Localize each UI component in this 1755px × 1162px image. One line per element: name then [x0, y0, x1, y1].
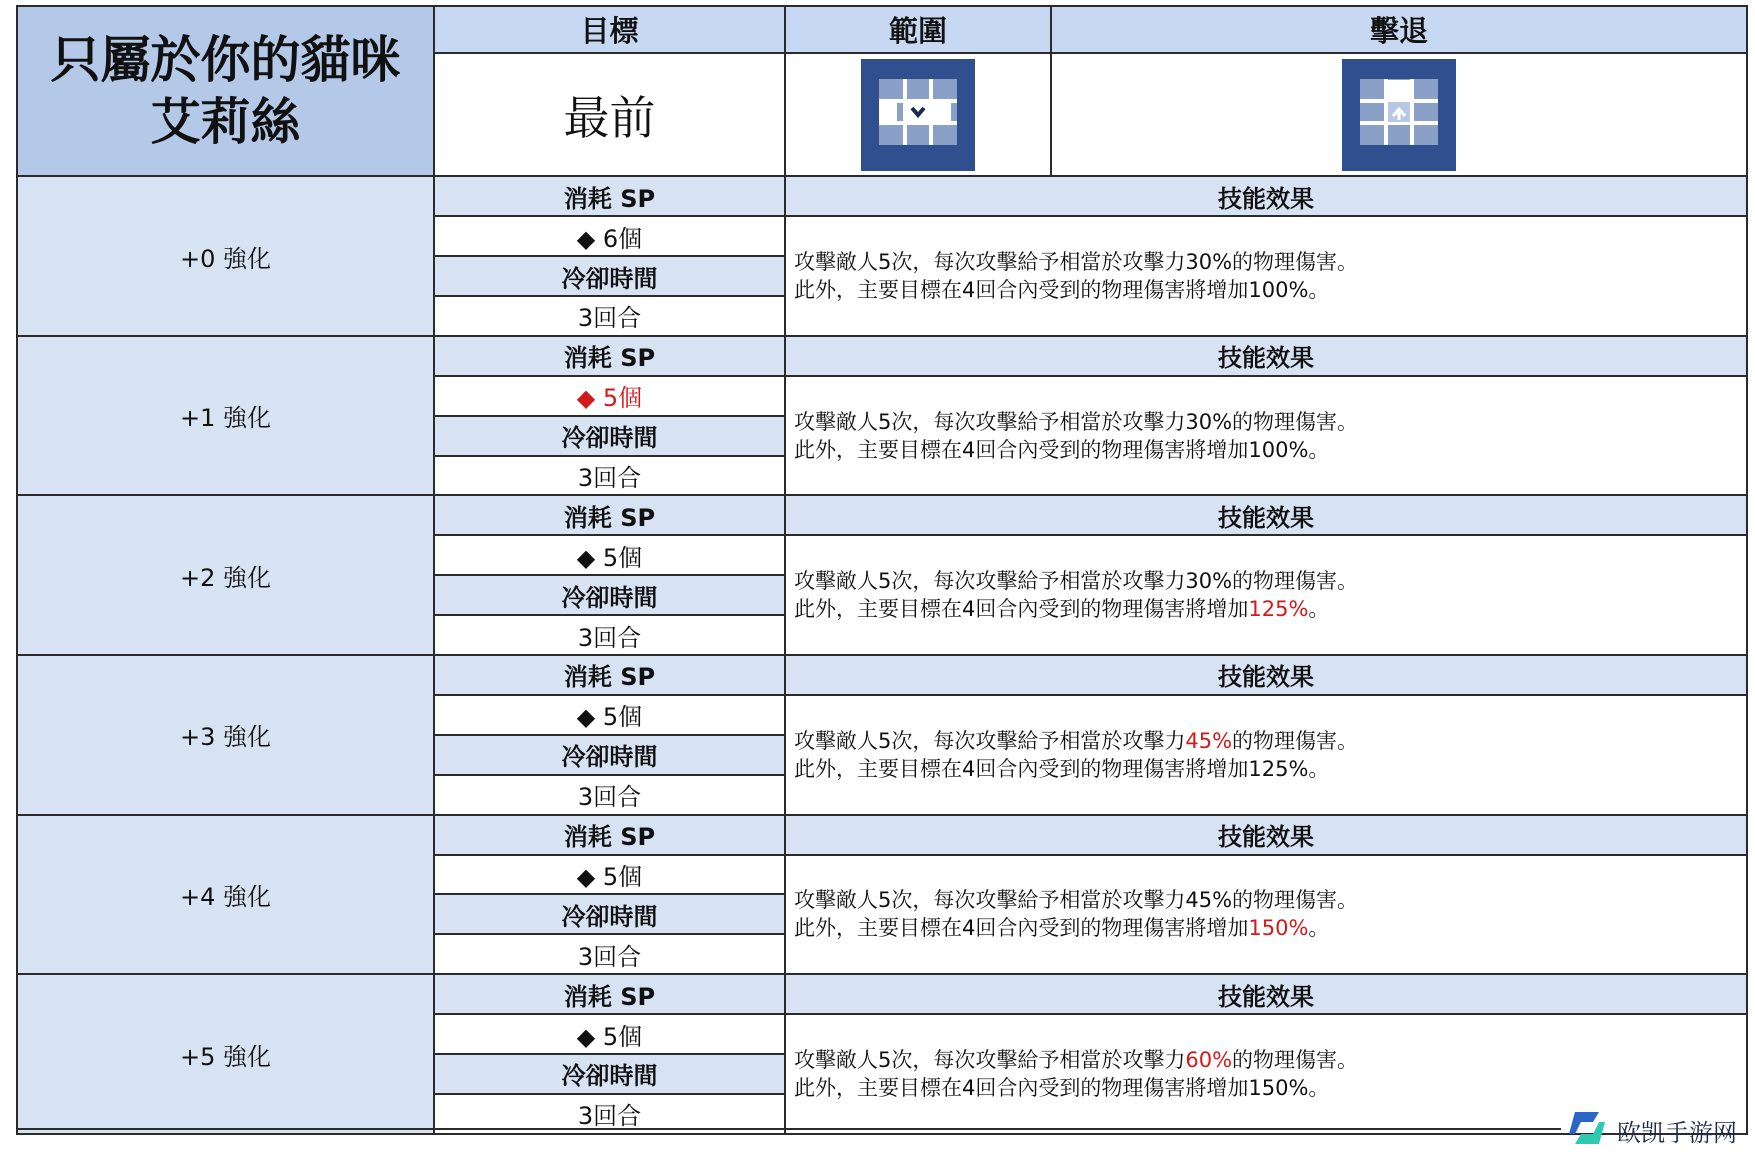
diamond-bullet-icon: ◆: [576, 1022, 596, 1051]
sp-cost-header: 消耗 SP: [434, 974, 785, 1014]
cooldown-value: 3回合: [434, 456, 785, 496]
effect-line-1-value: 45%: [1185, 728, 1233, 753]
cooldown-value: 3回合: [434, 296, 785, 336]
skill-effect-text: [785, 535, 1747, 655]
skill-effect-text: [785, 376, 1747, 496]
level-row: [17, 495, 1747, 535]
grid-arrow-up-icon: [1342, 59, 1456, 171]
level-label: +5 強化: [17, 974, 434, 1134]
knockback-cell: [1051, 53, 1747, 176]
effect-line-1: 攻擊敵人5次，每次攻擊給予相當於攻擊力45%的物理傷害。: [794, 888, 1359, 913]
cooldown-value: 3回合: [434, 934, 785, 974]
skill-effect-text: [785, 855, 1747, 975]
effect-line-2-value: 100%: [1248, 437, 1309, 462]
effect-line-1: 攻擊敵人5次，每次攻擊給予相當於攻擊力30%的物理傷害。: [794, 250, 1359, 275]
cooldown-value: 3回合: [434, 615, 785, 655]
diamond-bullet-icon: ◆: [576, 384, 596, 413]
range-cell: [785, 53, 1051, 176]
effect-line-2: 此外，主要目標在4回合內受到的物理傷害將增加150%。: [794, 916, 1330, 941]
sp-cost-text: 5個: [602, 703, 643, 732]
cooldown-header: 冷卻時間: [434, 256, 785, 296]
sp-cost-text: 5個: [602, 862, 643, 891]
col-target-header: 目標: [434, 6, 785, 53]
sp-cost-value: [434, 855, 785, 895]
level-row: [17, 655, 1747, 695]
effect-line-1: 攻擊敵人5次，每次攻擊給予相當於攻擊力60%的物理傷害。: [794, 1048, 1359, 1073]
skill-effect-header: 技能效果: [785, 336, 1747, 376]
effect-line-1: 攻擊敵人5次，每次攻擊給予相當於攻擊力30%的物理傷害。: [794, 409, 1359, 434]
cooldown-header: 冷卻時間: [434, 575, 785, 615]
sp-cost-value: [434, 695, 785, 735]
level-row: [17, 974, 1747, 1014]
skill-effect-header: 技能效果: [785, 655, 1747, 695]
watermark-text: 欧凯手游网: [1617, 1118, 1737, 1147]
col-knockback-header: 擊退: [1051, 6, 1747, 53]
sp-cost-value: [434, 535, 785, 575]
cooldown-header: 冷卻時間: [434, 416, 785, 456]
effect-line-2-value: 150%: [1248, 1076, 1309, 1101]
skill-effect-text: [785, 216, 1747, 336]
effect-line-2: 此外，主要目標在4回合內受到的物理傷害將增加125%。: [794, 597, 1330, 622]
effect-line-1-value: 45%: [1185, 888, 1233, 913]
cooldown-value: 3回合: [434, 1094, 785, 1134]
skill-effect-header: 技能效果: [785, 176, 1747, 216]
ok-logo-icon: [1565, 1108, 1609, 1152]
sp-cost-value: [434, 1014, 785, 1054]
cooldown-header: 冷卻時間: [434, 1054, 785, 1094]
diamond-bullet-icon: ◆: [576, 543, 596, 572]
level-label: +2 強化: [17, 495, 434, 655]
character-name-line2: 艾莉絲: [150, 93, 301, 152]
level-row: [17, 176, 1747, 216]
effect-line-2-value: 100%: [1248, 278, 1309, 303]
effect-line-1: 攻擊敵人5次，每次攻擊給予相當於攻擊力45%的物理傷害。: [794, 728, 1359, 753]
effect-line-2-value: 150%: [1248, 916, 1309, 941]
watermark: [1565, 1108, 1751, 1152]
col-range-header: 範圍: [785, 6, 1051, 53]
effect-line-2-value: 125%: [1248, 756, 1309, 781]
level-label: +1 強化: [17, 336, 434, 496]
skill-table: [16, 5, 1748, 1135]
watermark-divider: [16, 1128, 1561, 1130]
grid-chevron-down-icon: [861, 59, 975, 171]
level-row: [17, 336, 1747, 376]
character-name-line1: 只屬於你的貓咪: [50, 31, 401, 90]
sp-cost-text: 5個: [602, 384, 643, 413]
effect-line-1-value: 30%: [1185, 409, 1233, 434]
diamond-bullet-icon: ◆: [576, 862, 596, 891]
effect-line-2-value: 125%: [1248, 597, 1309, 622]
effect-line-2: 此外，主要目標在4回合內受到的物理傷害將增加150%。: [794, 1076, 1330, 1101]
sp-cost-value: [434, 376, 785, 416]
sp-cost-value: [434, 216, 785, 256]
sp-cost-header: 消耗 SP: [434, 495, 785, 535]
sp-cost-text: 5個: [602, 543, 643, 572]
cooldown-header: 冷卻時間: [434, 735, 785, 775]
character-name: [17, 6, 434, 176]
effect-line-2: 此外，主要目標在4回合內受到的物理傷害將增加125%。: [794, 756, 1330, 781]
sp-cost-header: 消耗 SP: [434, 176, 785, 216]
level-label: +0 強化: [17, 176, 434, 336]
cooldown-value: 3回合: [434, 775, 785, 815]
effect-line-1-value: 30%: [1185, 569, 1233, 594]
skill-effect-header: 技能效果: [785, 974, 1747, 1014]
target-value: 最前: [434, 53, 785, 176]
diamond-bullet-icon: ◆: [576, 703, 596, 732]
sp-cost-text: 5個: [602, 1022, 643, 1051]
effect-line-1: 攻擊敵人5次，每次攻擊給予相當於攻擊力30%的物理傷害。: [794, 569, 1359, 594]
level-label: +4 強化: [17, 815, 434, 975]
diamond-bullet-icon: ◆: [576, 224, 596, 253]
sp-cost-header: 消耗 SP: [434, 815, 785, 855]
skill-effect-header: 技能效果: [785, 495, 1747, 535]
cooldown-header: 冷卻時間: [434, 894, 785, 934]
level-row: [17, 815, 1747, 855]
sp-cost-header: 消耗 SP: [434, 336, 785, 376]
skill-effect-text: [785, 695, 1747, 815]
level-label: +3 強化: [17, 655, 434, 815]
skill-effect-header: 技能效果: [785, 815, 1747, 855]
effect-line-1-value: 30%: [1185, 250, 1233, 275]
effect-line-2: 此外，主要目標在4回合內受到的物理傷害將增加100%。: [794, 437, 1330, 462]
effect-line-2: 此外，主要目標在4回合內受到的物理傷害將增加100%。: [794, 278, 1330, 303]
sp-cost-text: 6個: [602, 224, 643, 253]
effect-line-1-value: 60%: [1185, 1048, 1233, 1073]
sp-cost-header: 消耗 SP: [434, 655, 785, 695]
